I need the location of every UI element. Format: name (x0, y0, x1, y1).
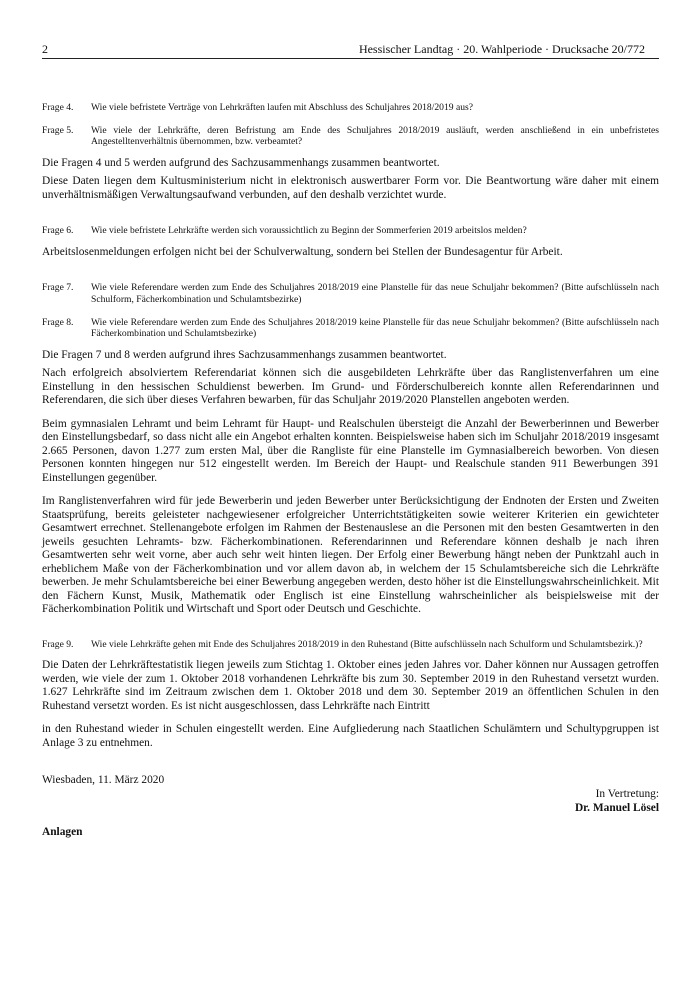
running-title: Hessischer Landtag · 20. Wahlperiode · Drucksache 20/772 (358, 42, 645, 56)
question-4 (42, 102, 659, 114)
question-9 (42, 639, 659, 651)
page-header (42, 40, 659, 59)
attachments-heading: Anlagen (42, 825, 83, 838)
signatory-name: Dr. Manuel Lösel (574, 801, 659, 814)
answer-intro-7-8: Die Fragen 7 und 8 werden aufgrund ihres Sachzusammenhangs zusammen beantwortet. (42, 348, 447, 361)
answer-7-8-paragraph-1: Nach erfolgreich absolviertem Referendariat können sich die ausgebildeten Lehrkräfte über das Ranglistenverfahren um eine Einstellung in den hessischen Schuldienst bewerben. Im Grund- und Förderschulbereich konnte allen Referendarinnen und Referendaren, die sich über dieses Verfahren bewarben, für das Schuljahr 2019/2020 Planstellen angeboten werden. (42, 367, 659, 407)
answer-intro-4-5: Die Fragen 4 und 5 werden aufgrund des Sachzusammenhangs zusammen beantwortet. (42, 156, 440, 169)
page-number: 2 (42, 42, 48, 56)
question-text: Wie viele der Lehrkräfte, deren Befristung am Ende des Schuljahres 2018/2019 ausläuft, werden anschließend in ein unbefristetes Angestelltenverhältnis übernommen, bzw. verbeamtet? (91, 124, 659, 148)
question-label: Frage 8. (42, 316, 74, 328)
signature-block (42, 788, 659, 820)
answer-6: Arbeitslosenmeldungen erfolgen nicht bei der Schulverwaltung, sondern bei Stellen der Bundesagentur für Arbeit. (42, 245, 563, 258)
question-text: Wie viele Referendare werden zum Ende des Schuljahres 2018/2019 keine Planstelle für das neue Schuljahr bekommen? (Bitte aufschlüsseln nach Fächerkombination und Schulamtsbezirke) (91, 316, 659, 340)
question-8 (42, 317, 659, 340)
document-page (42, 40, 659, 839)
question-6 (42, 225, 659, 237)
question-text: Wie viele Referendare werden zum Ende des Schuljahres 2018/2019 eine Planstelle für das neue Schuljahr bekommen? (Bitte aufschlüsseln nach Schulform, Fächerkombination und Schulamtsbezirke) (91, 282, 659, 305)
question-label: Frage 5. (42, 124, 74, 136)
question-label: Frage 9. (42, 638, 74, 650)
question-7 (42, 282, 659, 305)
answer-9-paragraph-2: in den Ruhestand wieder in Schulen eingestellt werden. Eine Aufgliederung nach Staatlichen Schulämtern und Schultypgruppen ist Anlage 3 zu entnehmen. (42, 723, 659, 749)
question-5 (42, 125, 659, 148)
place-date: Wiesbaden, 11. März 2020 (42, 774, 165, 787)
question-label: Frage 7. (42, 282, 74, 294)
answer-7-8-paragraph-2: Beim gymnasialen Lehramt und beim Lehramt für Haupt- und Realschulen übersteigt die Anzahl der Bewerberinnen und Bewerber den Einstellungsbedarf, so dass nicht alle ein Angebot erhalten konnten. Beispielsweise haben sich im Schuljahr 2018/2019 insgesamt 2.665 Personen, davon 1.277 zum ersten Mal, über die Rangliste für eine Planstelle im Gymnasialbereich beworben. Von diesen Personen konnten hingegen nur 512 eingestellt werden. Im Bereich der Haupt- und Realschule standen 911 Bewerbungen 391 Einstellungen gegenüber. (42, 417, 659, 484)
representation-note: In Vertretung: (595, 787, 659, 800)
question-text: Wie viele befristete Lehrkräfte werden sich voraussichtlich zu Beginn der Sommerferien 2019 arbeitslos melden? (91, 225, 527, 237)
question-label: Frage 6. (42, 225, 74, 237)
answer-4-5: Diese Daten liegen dem Kultusministerium nicht in elektronisch auswertbarer Form vor. Die Beantwortung wäre daher mit einem unverhältnismäßigen Verwaltungsaufwand verbunden, auf den deshalb verzichtet wurde. (42, 175, 659, 201)
question-text: Wie viele befristete Verträge von Lehrkräften laufen mit Abschluss des Schuljahres 2018/2019 aus? (91, 102, 474, 113)
answer-7-8-paragraph-3: Im Ranglistenverfahren wird für jede Bewerberin und jeden Bewerber unter Berücksichtigung der Endnoten der Ersten und Zweiten Staatsprüfung, bereits geleisteter nachgewiesener erfolgreicher Unterrichtstätigkeiten sowie weiterer Kriterien ein gewichteter Gesamtwert errechnet. Stellenangebote erfolgen im Rahmen der Bestenauslese an die Personen mit den besten Gesamtwerten in den jeweils gesuchten Lehramts- bzw. Fächerkombinationen. Referendarinnen und Referendare können deshalb je nach ihren Gesamtwerten sehr weit vorne, aber auch sehr weit hinten liegen. Der Erfolg einer Bewerbung hängt neben der Punktzahl auch in erheblichem Maße von der Fächerkombination und vor allem davon ab, in welchem der 15 Schulamtsbereiche sich die Lehrkräfte bewerben. Je mehr Schulamtsbereiche bei einer Bewerbung angegeben werden, desto höher ist die Einstellungswahrscheinlichkeit. Mit den Fächern Kunst, Musik, Mathematik oder Englisch ist eine Einstellung wahrscheinlicher als beispielsweise mit der Fächerkombination Politik und Wirtschaft und Sport oder Deutsch und Geschichte. (42, 495, 659, 616)
answer-9-paragraph-1: Die Daten der Lehrkräftestatistik liegen jeweils zum Stichtag 1. Oktober eines jeden Jahres vor. Daher können nur Aussagen getroffen werden, wie viele der zum 1. Oktober 2018 vorhandenen Lehrkräfte bis zum 30. September 2019 in den Ruhestand versetzt wurden. 1.627 Lehrkräfte sind im Zeitraum zwischen dem 1. Oktober 2018 und dem 30. September 2019 an öffentlichen Schulen in den Ruhestand versetzt worden. Es ist nicht ausgeschlossen, dass Lehrkräfte nach Eintritt (42, 659, 659, 712)
question-text: Wie viele Lehrkräfte gehen mit Ende des Schuljahres 2018/2019 in den Ruhestand (Bitte aufschlüsseln nach Schulform und Schulamtsbezirk.)? (91, 638, 643, 650)
question-label: Frage 4. (42, 102, 74, 113)
